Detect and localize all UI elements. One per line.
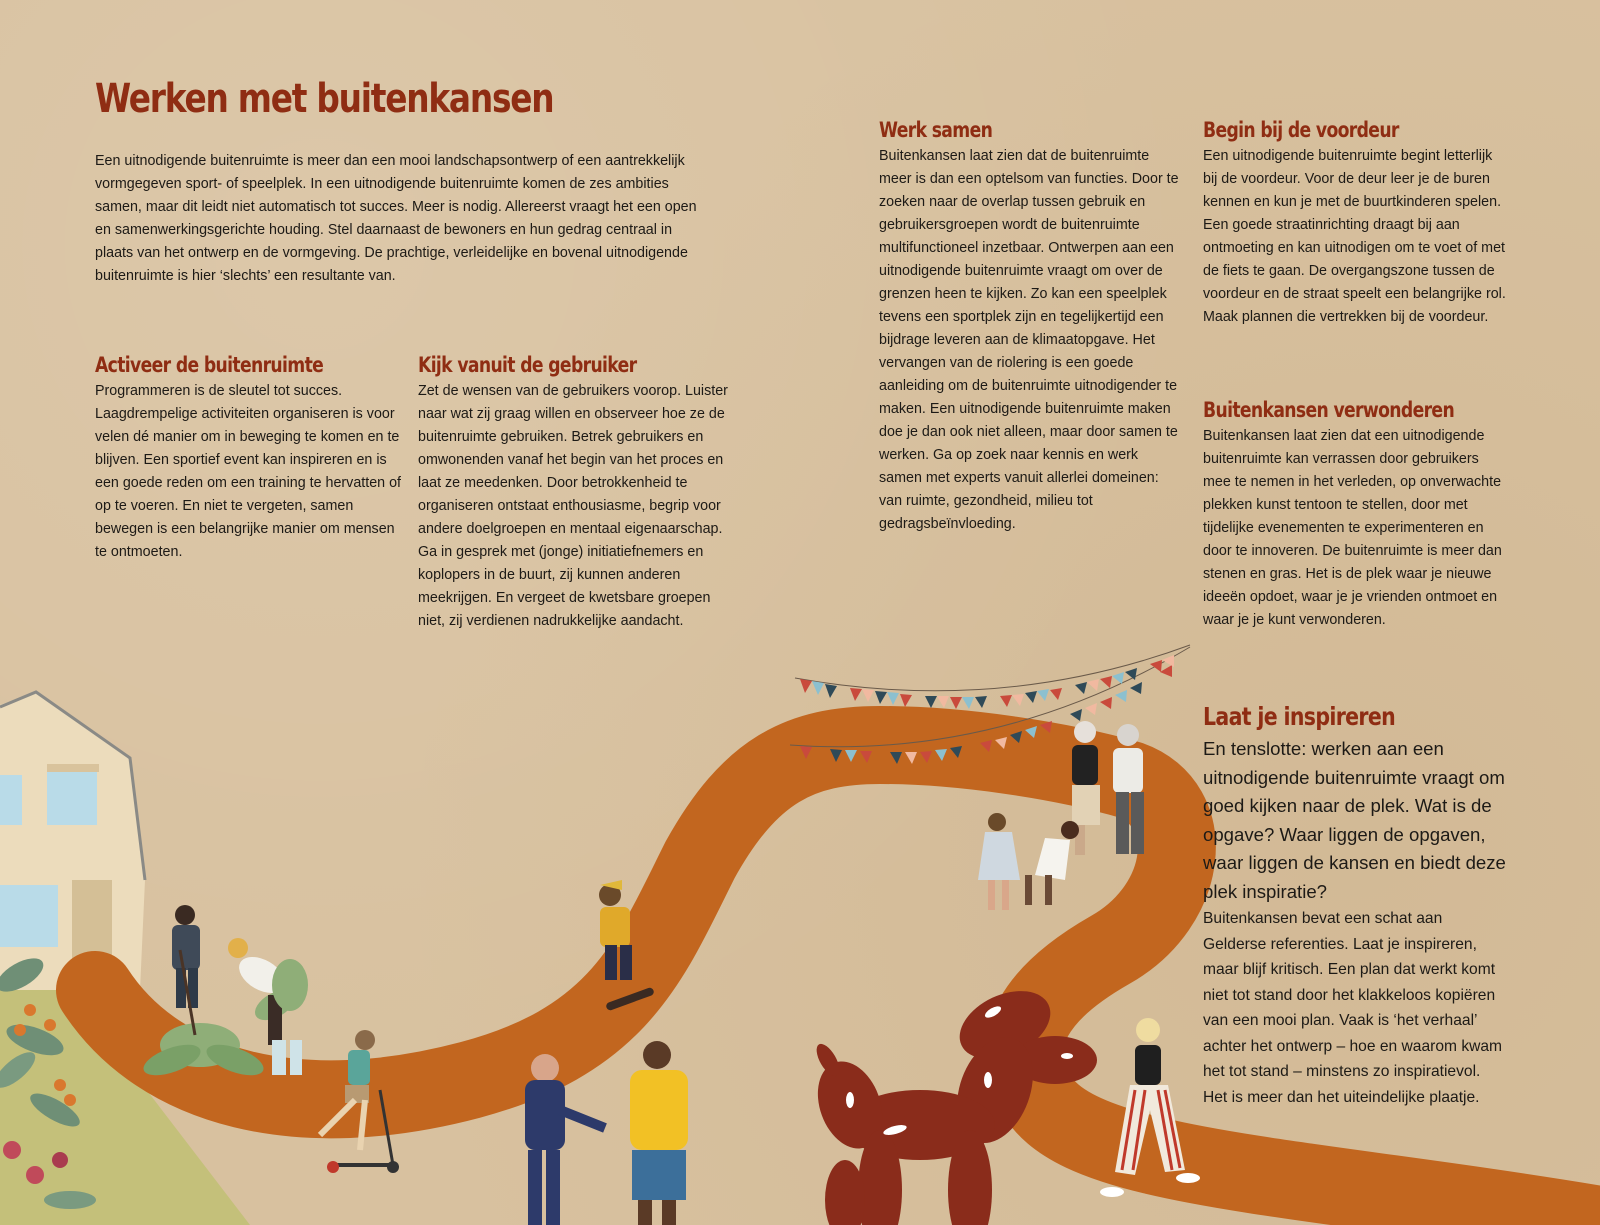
person-woman-striped-pants xyxy=(1100,1018,1200,1197)
plants xyxy=(0,952,300,1209)
section-body: Buitenkansen laat zien dat een uitnodigende buitenruimte kan verrassen door gebruikers mee te nemen in het verleden, op onverwachte plekken kunst tentoon te stellen, door met tijdelijke evenementen te experimenteren en door te innoveren. De buitenruimte is meer dan stenen en gras. Het is de plek waar je nieuwe ideeën opdoet, waar je je vrienden ontmoet en waar je je kunt verwonderen. xyxy=(1203,428,1502,628)
section-heading: Laat je inspireren xyxy=(1203,702,1396,731)
section-body-large: En tenslotte: werken aan een uitnodigende buitenruimte vraagt om goed kijken naar de plek. Wat is de opgave? Waar liggen de opgaven, waar liggen de kansen en biedt deze plek inspiratie? xyxy=(1203,738,1506,902)
person-woman-picking xyxy=(228,938,308,1075)
section-voordeur xyxy=(1203,117,1508,329)
person-man-yellow xyxy=(630,1041,688,1225)
section-inspireren xyxy=(1203,701,1508,1110)
section-heading: Kijk vanuit de gebruiker xyxy=(418,353,637,377)
house xyxy=(0,692,145,990)
section-body: Programmeren is de sleutel tot succes. Laagdrempelige activiteiten organiseren is voor velen dé manier om in beweging te komen en te blijven. Een sportief event kan inspireren en is een goede reden om een training te hervatten of op te voeren. En niet te vergeten, samen bewegen is een belangrijke manier om mensen te ontmoeten. xyxy=(95,383,402,560)
bunting xyxy=(790,645,1190,764)
section-verwonderen xyxy=(1203,397,1508,632)
person-skateboarder xyxy=(599,880,655,1011)
person-elderly-couple xyxy=(1072,721,1144,855)
section-body: Buitenkansen laat zien dat de buitenruimte meer is dan een optelsom van functies. Door te zoeken naar de overlap tussen gebruik en gebruikersgroepen wordt de buitenruimte multifunctioneel inzetbaar. Ontwerpen aan een uitnodigende buitenruimte vraagt om over de grenzen heen te kijken. Zo kan een speelplek tevens een sportplek zijn en tegelijkertijd een bijdrage leveren aan de klimaatopgave. Het vervangen van de riolering is een goede aanleiding om de buitenruimte uitnodigender te maken. Een uitnodigende buitenruimte maken doe je dan ook niet alleen, maar door samen te werken. Ga op zoek naar kennis en werk samen met experts vanuit allerlei domeinen: van ruimte, gezondheid, milieu tot gedragsbeïnvloeding. xyxy=(879,148,1179,532)
section-kijk xyxy=(418,352,728,633)
person-girls-dancing xyxy=(978,813,1079,910)
person-child-scooter xyxy=(320,1030,399,1173)
section-heading: Begin bij de voordeur xyxy=(1203,118,1399,142)
person-man-suit xyxy=(525,1054,605,1225)
section-body: Buitenkansen bevat een schat aan Gelderse referenties. Laat je inspireren, maar blijf kritisch. Een plan dat werkt komt niet tot stand door het klakkeloos kopiëren van een mooi plan. Vaak is ‘het verhaal’ achter het ontwerp – hoe en waarom kwam het tot stand – minstens zo inspiratievol. Het is meer dan het uiteindelijke plaatje. xyxy=(1203,910,1503,1106)
page-title: Werken met buitenkansen xyxy=(95,76,554,122)
section-body: Een uitnodigende buitenruimte begint letterlijk bij de voordeur. Voor de deur leer je de buren kennen en kun je met de buurtkinderen spelen. Een goede straatinrichting draagt bij aan ontmoeting en kan uitnodigen om te voet of met de fiets te gaan. De overgangszone tussen de voordeur en de straat speelt een belangrijke rol. Maak plannen die vertrekken bij de voordeur. xyxy=(1203,148,1506,325)
section-heading: Buitenkansen verwonderen xyxy=(1203,398,1455,422)
intro-text: Een uitnodigende buitenruimte is meer dan een mooi landschapsontwerp of een aantrekkelijk vormgegeven sport- of speelplek. In een uitnodigende buitenruimte komen de zes ambities samen, maar dit leidt niet automatisch tot succes. Meer is nodig. Allereerst vraagt het een open en samenwerkingsgerichte houding. Stel daarnaast de bewoners en hun gedrag centraal in plaats van het ontwerp en de vormgeving. De prachtige, verleidelijke en bovenal uitnodigende buitenruimte is hier ‘slechts’ een resultante van. xyxy=(95,153,697,284)
balloon-dog-sculpture xyxy=(806,978,1097,1225)
section-activeer xyxy=(95,352,405,564)
section-body: Zet de wensen van de gebruikers voorop. Luister naar wat zij graag willen en observeer hoe ze de buitenruimte gebruiken. Betrek gebruikers en omwonenden vanaf het begin van het proces en laat ze meedenken. Door betrokkenheid te organiseren ontstaat enthousiasme, begrip voor andere doelgroepen en mentaal eigenaarschap. Ga in gesprek met (jonge) initiatiefnemers en koplopers in de buurt, zij kunnen anderen meekrijgen. En vergeet de kwetsbare groepen niet, zij verdienen nadrukkelijke aandacht. xyxy=(418,383,728,629)
section-heading: Activeer de buitenruimte xyxy=(95,353,324,377)
section-werk-samen xyxy=(879,117,1184,536)
section-heading: Werk samen xyxy=(879,118,993,142)
grass-patch xyxy=(0,990,250,1225)
person-gardener xyxy=(172,905,200,1035)
